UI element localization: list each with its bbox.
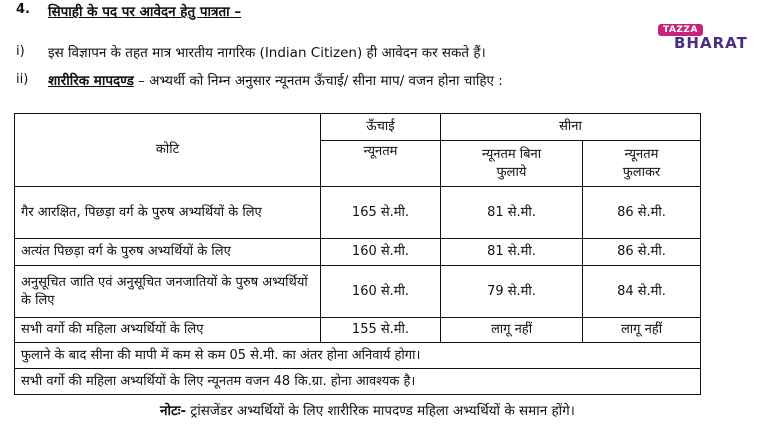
row-chest-unexpanded: लागू नहीं [441, 318, 583, 343]
logo-name: BHARAT [674, 34, 748, 52]
row-chest-expanded: 86 से.मी. [583, 239, 701, 266]
row-height: 160 से.मी. [321, 266, 441, 318]
row-chest-unexpanded: 81 से.मी. [441, 187, 583, 239]
table-row [15, 187, 701, 239]
header-chest-expanded-line1: न्यूनतम [624, 146, 659, 162]
physical-criteria-title: शारीरिक मापदण्ड [48, 73, 134, 89]
header-height: ऊँचाई [321, 114, 441, 141]
row-chest-expanded: 84 से.मी. [583, 266, 701, 318]
table-row [15, 239, 701, 266]
logo-badge: TAZZA [658, 24, 703, 36]
header-category: कोटि [15, 114, 321, 187]
chest-expansion-note: फुलाने के बाद सीना की मापी में कम से कम 05 से.मी. का अंतर होना अनिवार्य होगा। [15, 343, 701, 369]
header-chest-unexpanded [441, 141, 583, 187]
header-chest: सीना [441, 114, 701, 141]
header-chest-unexpanded-line1: न्यूनतम बिना [481, 146, 542, 162]
table-header-row [15, 114, 701, 141]
row-category: अत्यंत पिछड़ा वर्ग के पुरुष अभ्यर्थियों के लिए [15, 239, 321, 266]
item-roman-2: ii) [16, 72, 29, 87]
row-category: सभी वर्गो की महिला अभ्यर्थियों के लिए [15, 318, 321, 343]
header-chest-unexpanded-line2: फुलाये [496, 164, 527, 180]
table-footer-row [15, 343, 701, 369]
header-chest-expanded-line2: फुलाकर [622, 164, 661, 180]
tazza-bharat-logo [650, 22, 752, 58]
row-chest-unexpanded: 79 से.मी. [441, 266, 583, 318]
heading-number: 4. [16, 2, 30, 17]
header-height-min: न्यूनतम [321, 141, 441, 187]
row-height: 155 से.मी. [321, 318, 441, 343]
row-chest-unexpanded: 81 से.मी. [441, 239, 583, 266]
section-heading: सिपाही के पद पर आवेदन हेतु पात्रता – [48, 4, 242, 20]
physical-standards-table [14, 113, 701, 395]
physical-criteria-text: – अभ्यर्थी को निम्न अनुसार न्यूनतम ऊँचाई/ सीना माप/ वजन होना चाहिए : [133, 73, 503, 89]
weight-requirement-note: सभी वर्गो की महिला अभ्यर्थियों के लिए न्यूनतम वजन 48 कि.ग्रा. होना आवश्यक है। [15, 369, 701, 395]
header-chest-expanded [583, 141, 701, 187]
row-category: गैर आरक्षित, पिछड़ा वर्ग के पुरुष अभ्यर्थियों के लिए [15, 187, 321, 239]
eligibility-citizenship-text: इस विज्ञापन के तहत मात्र भारतीय नागरिक (Indian Citizen) ही आवेदन कर सकते हैं। [48, 45, 486, 61]
note-text: ट्रांसजेंडर अभ्यर्थियों के लिए शारीरिक मापदण्ड महिला अभ्यर्थियों के समान होंगे। [186, 403, 575, 419]
item-roman-1: i) [16, 44, 25, 59]
row-height: 160 से.मी. [321, 239, 441, 266]
row-chest-expanded: 86 से.मी. [583, 187, 701, 239]
note-label: नोटः- [160, 403, 187, 419]
table-footer-row [15, 369, 701, 395]
table-row [15, 318, 701, 343]
row-category: अनुसूचित जाति एवं अनुसूचित जनजातियों के पुरुष अभ्यर्थियों के लिए [15, 266, 321, 318]
physical-criteria-line [48, 71, 503, 89]
table-row [15, 266, 701, 318]
row-chest-expanded: लागू नहीं [583, 318, 701, 343]
transgender-note [160, 401, 575, 419]
row-height: 165 से.मी. [321, 187, 441, 239]
